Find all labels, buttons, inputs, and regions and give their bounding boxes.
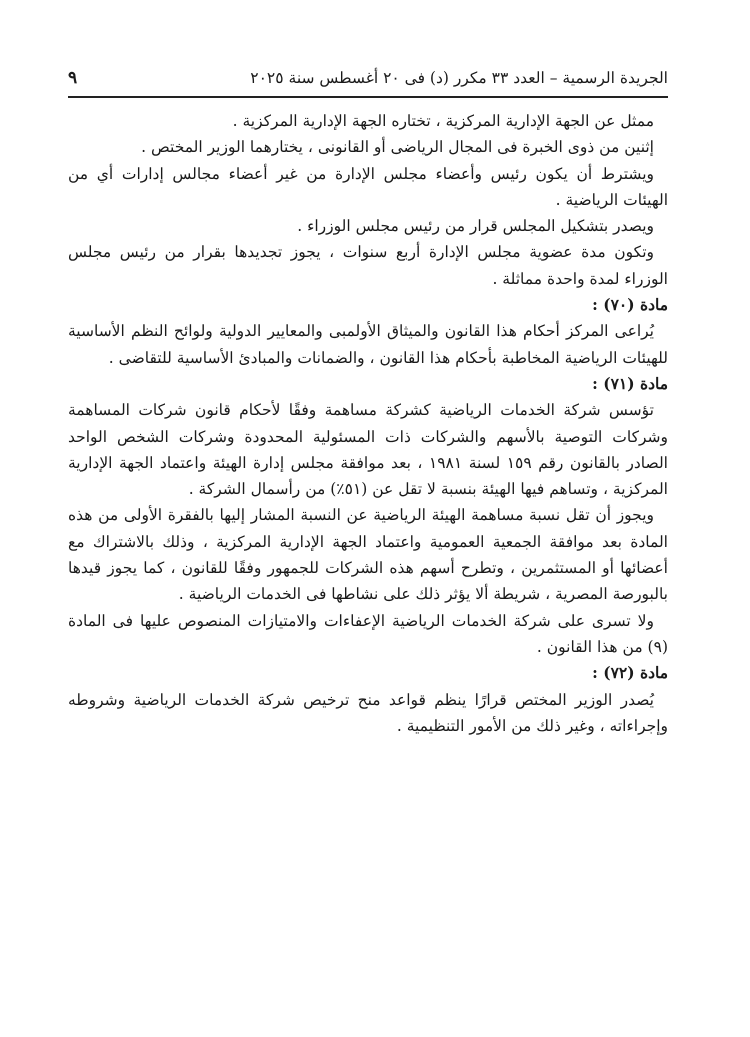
page-header: [68, 68, 668, 98]
article-heading: مادة (٧٠) :: [592, 295, 668, 315]
paragraph: يُراعى المركز أحكام هذا القانون والميثاق الأولمبى والمعايير الدولية ولوائح النظم الأساسية للهيئات الرياضية المخاطبة بأحكام هذا القانون ، والضمانات والمبادئ الأساسية للتقاضى .: [68, 322, 668, 367]
page-number: ٩: [68, 68, 78, 88]
paragraph: ممثل عن الجهة الإدارية المركزية ، تختاره الجهة الإدارية المركزية .: [232, 112, 654, 130]
paragraph: ويجوز أن تقل نسبة مساهمة الهيئة الرياضية عن النسبة المشار إليها بالفقرة الأولى من هذه المادة بعد موافقة الجمعية العمومية واعتماد الجهة الإدارية المركزية ، وذلك بالاشتراك مع أعضائها أو المستثمرين ، وتطرح أسهم هذه الشركات للجمهور وفقًا للقانون ، كما يجوز قيدها بالبورصة المصرية ، شريطة ألا يؤثر ذلك على نشاطها فى الخدمات الرياضية .: [68, 506, 668, 604]
article-heading: مادة (٧١) :: [592, 373, 668, 393]
paragraph: تؤسس شركة الخدمات الرياضية كشركة مساهمة وفقًا لأحكام قانون شركات المساهمة وشركات التوصية بالأسهم والشركات ذات المسئولية المحدودة وشركات الشخص الواحد الصادر بالقانون رقم ١٥٩ لسنة ١٩٨١ ، بعد موافقة مجلس إدارة الهيئة واعتماد الجهة الإدارية المركزية ، وتساهم فيها الهيئة بنسبة لا تقل عن (٥١٪) من رأسمال الشركة .: [68, 401, 668, 499]
paragraph: وتكون مدة عضوية مجلس الإدارة أربع سنوات ، يجوز تجديدها بقرار من رئيس مجلس الوزراء لمدة واحدة مماثلة .: [68, 243, 668, 288]
paragraph: ولا تسرى على شركة الخدمات الرياضية الإعفاءات والامتيازات المنصوص عليها فى المادة (٩) من هذا القانون .: [68, 611, 668, 656]
paragraph: إثنين من ذوى الخبرة فى المجال الرياضى أو القانونى ، يختارهما الوزير المختص .: [141, 138, 654, 157]
header-title: الجريدة الرسمية – العدد ٣٣ مكرر (د) فى ٢٠ أغسطس سنة ٢٠٢٥: [250, 69, 668, 87]
paragraph: ويصدر بتشكيل المجلس قرار من رئيس مجلس الوزراء .: [297, 217, 654, 236]
paragraph: يُصدر الوزير المختص قرارًا ينظم قواعد منح ترخيص شركة الخدمات الرياضية وشروطه وإجراءاته ، وغير ذلك من الأمور التنظيمية .: [68, 690, 668, 735]
document-body: [68, 108, 668, 739]
article-heading: مادة (٧٢) :: [592, 663, 668, 683]
paragraph: ويشترط أن يكون رئيس وأعضاء مجلس الإدارة من غير أعضاء مجالس إدارات أي من الهيئات الرياضية .: [68, 164, 668, 209]
gazette-page: [68, 68, 668, 739]
